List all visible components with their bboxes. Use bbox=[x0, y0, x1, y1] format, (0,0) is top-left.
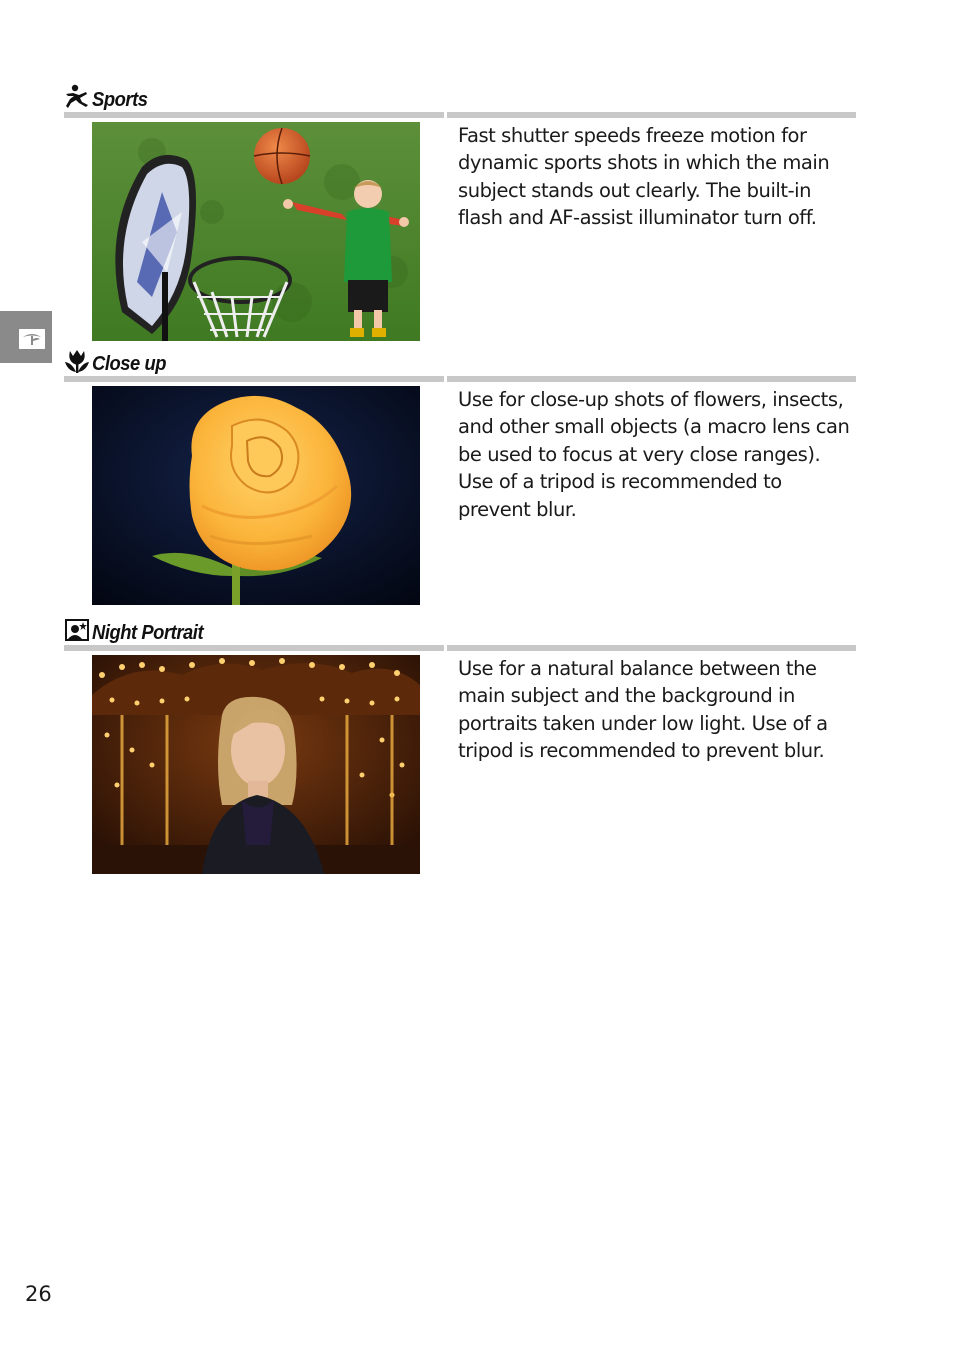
tulip-flower-icon bbox=[64, 348, 90, 374]
header-rule-left bbox=[64, 112, 444, 118]
header-rule-left bbox=[64, 645, 444, 651]
header-rule-right bbox=[447, 645, 856, 651]
section-description: Use for a natural balance between the main subject and the background in portraits taken under low light. Use of a tripod is recommended to prevent blur. bbox=[458, 657, 828, 763]
child-throwing-basketball-photo bbox=[92, 122, 420, 341]
running-person-icon bbox=[64, 84, 90, 110]
woman-before-carousel-photo bbox=[92, 655, 420, 874]
section-header bbox=[64, 615, 856, 645]
section-title: Sports bbox=[92, 89, 148, 111]
section-header bbox=[64, 82, 856, 112]
chapter-tab bbox=[0, 311, 52, 363]
header-rule-right bbox=[447, 112, 856, 118]
portrait-star-icon bbox=[64, 617, 90, 643]
page-number: 26 bbox=[25, 1282, 52, 1306]
section-title: Night Portrait bbox=[92, 622, 204, 644]
section-description: Use for close-up shots of flowers, insects, and other small objects (a macro lens can be used to focus at very close ranges). Use of a tripod is recommended to prevent blur. bbox=[458, 388, 850, 521]
section-title: Close up bbox=[92, 353, 167, 375]
header-rule-left bbox=[64, 376, 444, 382]
section-description: Fast shutter speeds freeze motion for dynamic sports shots in which the main subject stands out clearly. The built-in flash and AF-assist illuminator turn off. bbox=[458, 124, 830, 230]
header-rule-right bbox=[447, 376, 856, 382]
section-header bbox=[64, 346, 856, 376]
scene-mode-tab-icon bbox=[19, 329, 45, 349]
yellow-rose-photo bbox=[92, 386, 420, 605]
